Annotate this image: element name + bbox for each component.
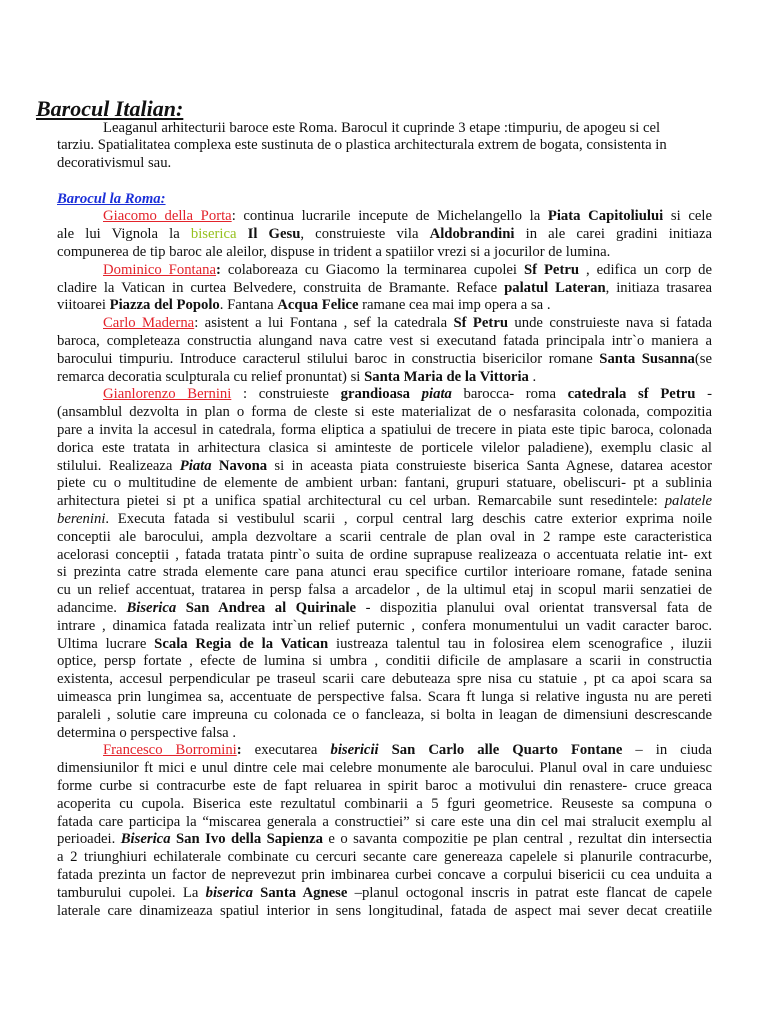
plain-text: –planul octogonal inscris in patrat este flancat de capele — [347, 884, 712, 901]
text-line — [57, 422, 712, 440]
plain-text: remarca decoratia sculpturala cu relief pronuntat) si — [57, 368, 365, 385]
bold-term: : — [236, 742, 242, 759]
plain-text: optice, persp fortate , efecte de lumina si umbra , conditii dificile de amplasare a scarii in constructia — [57, 653, 712, 670]
bold-term: Sf Petru — [523, 261, 580, 278]
bold-term: Scala Regia de la Vatican — [154, 635, 329, 652]
plain-text: – in ciuda — [622, 742, 712, 759]
plain-text: ale lui Vignola la — [57, 226, 191, 243]
plain-text: pare a invita la accesul in catedrala, forma eliptica a spatiului de trecere in piata este tipic baroca, colonada — [57, 422, 712, 439]
architect-entry — [57, 742, 712, 920]
plain-text: adancime. — [57, 600, 127, 617]
plain-text: acelorasi conceptii , fatada tratata pintr`o suita de ordine suprapuse realizeaza o accentuata relatie int- ext — [57, 546, 712, 563]
section-heading-line — [57, 191, 712, 209]
bold-term: Santa Agnese — [252, 884, 348, 901]
plain-text: arhitectura pietei si pt a unifica spatial architectural cu cel urban. Remarcabile sunt resedintele: — [57, 493, 665, 510]
text-line — [57, 315, 712, 333]
plain-text: determina o perspective falsa . — [57, 724, 237, 741]
bold-term: San Carlo alle Quarto Fontane — [378, 742, 623, 759]
bold-term: palatul Lateran — [504, 279, 606, 296]
plain-text: laterale care dinamizeaza spatiul interior in sens longitudinal, fatada de aspect mai sever decat creatiile — [57, 902, 712, 919]
bold-term: San Ivo della Sapienza — [170, 831, 323, 848]
plain-text: compunerea de tip baroc ale aleilor, dispuse in trident a spatiilor vrezi si a jocurilor de lumina. — [57, 244, 611, 261]
bold-term: Il Gesu — [236, 226, 301, 243]
plain-text: cu un relief accentuat, tratarea in persp falsa a arcadelor , de la ultimul etaj in scopul marii senzatiei de — [57, 582, 712, 599]
bold-term: San Andrea al Quirinale — [176, 600, 357, 617]
plain-text: a 2 triunghiuri echilaterale combinate cu cercuri secante care genereaza capelele si planurile contracurbe, — [57, 849, 712, 866]
plain-text: colaboreaza cu Giacomo la terminarea cupolei — [220, 261, 524, 278]
text-line — [57, 778, 712, 796]
plain-text: stilului. Realizeaza — [57, 457, 180, 474]
text-line — [57, 742, 712, 760]
plain-text: acoperita cu cupola. Biserica este rezultatul combinarii a 5 fguri geometrice. Reuseste sa compuna o — [57, 795, 712, 812]
text-line — [57, 885, 712, 903]
plain-text: , edifica un corp de — [579, 261, 713, 278]
bold-term: Aldobrandini — [429, 226, 515, 243]
text-line — [57, 280, 712, 298]
plain-text: baroca, completeaza constructia alungand nava catre vest si executand fatada principala intr`o maniera a — [57, 333, 712, 350]
text-line — [57, 600, 712, 618]
plain-text: , construieste vila — [300, 226, 430, 243]
plain-text: , initiaza trasarea — [605, 279, 712, 296]
plain-text: si in aceasta piata construieste biserica Santa Agnese, datarea acestor — [267, 457, 713, 474]
text-line — [57, 725, 712, 743]
bold-italic-term: piata — [421, 386, 452, 403]
text-line — [57, 297, 712, 315]
plain-text: : asistent a lui Fontana , sef la catedrala — [194, 315, 454, 332]
plain-text: existenta, accesul perpendicular pe traseul scarii care debuteaza spre nisa cu statuie , pt ca apoi scara sa — [57, 671, 712, 688]
plain-text: decorativismul sau. — [57, 155, 172, 172]
plain-text: - — [695, 386, 712, 403]
plain-text: intrare , dinamica fatada realizata intr`un relief puternic , confera monumentului un vadit caracter baroc. — [57, 617, 712, 634]
text-line — [57, 226, 712, 244]
bold-term: Piata Capitoliului — [547, 208, 664, 225]
intro-paragraph — [57, 120, 712, 173]
plain-text: perioadei. — [57, 831, 121, 848]
plain-text: . Fantana — [219, 297, 278, 314]
text-line — [57, 369, 712, 387]
text-line — [57, 653, 712, 671]
text-line — [57, 404, 712, 422]
architect-entry — [57, 386, 712, 742]
bold-term: catedrala sf Petru — [567, 386, 696, 403]
plain-text: dimensiunilor ft mici e unul dintre cele mai celebre monumente ale barocului. Planul oval in care unduiesc — [57, 760, 712, 777]
text-line — [57, 689, 712, 707]
bold-term: Santa Susanna — [599, 350, 695, 367]
text-line — [57, 333, 712, 351]
plain-text: . — [528, 368, 537, 385]
text-line — [57, 262, 712, 280]
architect-name: Carlo Maderna — [103, 315, 195, 332]
plain-text: . Executa fatada si vestibulul scarii , corpul central larg deschis catre exterior exprima noile — [105, 511, 712, 528]
bold-term: Navona — [211, 457, 268, 474]
plain-text: executarea — [241, 742, 331, 759]
plain-text: si cele — [663, 208, 712, 225]
italic-term: berenini — [57, 511, 106, 528]
text-line — [57, 529, 712, 547]
bold-italic-term: Piata — [179, 457, 212, 474]
document-title: Barocul Italian: — [36, 96, 184, 121]
document-body — [57, 120, 712, 921]
text-line — [57, 547, 712, 565]
text-line — [57, 120, 712, 138]
plain-text: e o savanta compozitie pe plan central , rezultat din intersectia — [322, 831, 712, 848]
architect-entry — [57, 262, 712, 315]
bold-italic-term: Biserica — [126, 600, 177, 617]
text-line — [57, 849, 712, 867]
text-line — [57, 458, 712, 476]
bold-term: Santa Maria de la Vittoria — [364, 368, 529, 385]
text-line — [57, 618, 712, 636]
architect-name: Giacomo della Porta — [103, 208, 232, 225]
plain-text: si prezinta catre strada elemente care pana atunci erau specifice curtilor interioare romane, fatade senina — [57, 564, 712, 581]
plain-text: paraleli , solutie care impreuna cu colonada ce o fancleaza, si bolta in leagan de dimensiuni descrescande — [57, 706, 712, 723]
text-line — [57, 493, 712, 511]
text-line — [57, 440, 712, 458]
italic-term: palatele — [664, 493, 712, 510]
architect-name: Gianlorenzo Bernini — [103, 386, 232, 403]
plain-text: (se — [694, 350, 712, 367]
architect-entry — [57, 208, 712, 261]
bold-term: : — [216, 261, 221, 278]
plain-text: Leaganul arhitecturii baroce este Roma. Barocul it cuprinde 3 etape :timpuriu, de apogeu si cel — [103, 119, 661, 136]
architect-entries — [57, 208, 712, 920]
plain-text: Ultima lucrare — [57, 635, 155, 652]
text-line — [57, 831, 712, 849]
plain-text: (ansamblul dezvolta in plan o forma de cleste si este materializat de o nesfarasita colonada, compozitia — [57, 404, 712, 421]
plain-text: dorica este tratata in arhitectura clasica si aminteste de porticele vilelor paladiene), exemplu clasic al — [57, 439, 712, 456]
plain-text: : construieste — [231, 386, 341, 403]
text-line — [57, 208, 712, 226]
plain-text: ramane cea mai imp opera a sa . — [358, 297, 551, 314]
bold-term: Acqua Felice — [277, 297, 359, 314]
text-line — [57, 707, 712, 725]
text-line — [57, 155, 712, 173]
plain-text: uimeasca prin lungimea sa, accentuate de perspective falsa. Scara ft lunga si relative ingusta nu are pereti — [57, 689, 712, 705]
text-line — [57, 351, 712, 369]
bold-italic-term: Biserica — [120, 831, 171, 848]
text-line — [57, 475, 712, 493]
plain-text: - dispozitia planului oval orientat transversal fata de — [356, 600, 712, 617]
bold-term: Piazza del Popolo — [109, 297, 220, 314]
plain-text: barocului timpuriu. Introduce caracterul stilului baroc in constructia bisericilor romane — [57, 350, 600, 367]
bold-italic-term: biserica — [205, 884, 253, 901]
blank-line — [57, 173, 712, 191]
text-line — [57, 636, 712, 654]
architect-entry — [57, 315, 712, 386]
text-line — [57, 814, 712, 832]
plain-text: tamburului cupolei. La — [57, 884, 206, 901]
plain-text: in ale carei gradini initiaza — [514, 226, 712, 243]
text-line — [57, 582, 712, 600]
bold-italic-term: bisericii — [330, 742, 379, 759]
text-line — [57, 796, 712, 814]
bold-term: Sf Petru — [453, 315, 509, 332]
section-heading: Barocul la Roma: — [57, 190, 166, 207]
text-line — [57, 244, 712, 262]
text-line — [57, 903, 712, 921]
plain-text: forme curbe si contracurbe este de fapt reluarea in spirit baroc a motivului din renastere- cruce greaca — [57, 777, 712, 794]
plain-text: fatada prezinta un factor de neprevezut prin imbinarea curbei concave a corpului bisericii cu cea unduita a — [57, 866, 712, 883]
text-line — [57, 137, 712, 155]
plain-text: unde construieste nava si fatada — [508, 315, 713, 332]
text-line — [57, 867, 712, 885]
highlighted-term: biserica — [190, 226, 237, 243]
plain-text: cladire la Vatican in curtea Belvedere, construita de Bramante. Reface — [57, 279, 505, 296]
plain-text: iustreaza talentul tau in folosirea elem scenografice , iluzii — [328, 635, 712, 652]
plain-text: : continua lucrarile incepute de Michelangello la — [231, 208, 548, 225]
plain-text: piete cu o multitudine de elemente de ambient urban: fantani, grupuri statuare, obeliscuri- pt a sublinia — [57, 475, 712, 492]
architect-name: Francesco Borromini — [103, 742, 237, 759]
text-line — [57, 386, 712, 404]
bold-term: grandioasa — [340, 386, 422, 403]
plain-text: fatada care participa la “miscarea generala a constructiei” si care este una din cel mai stralucit exemplu al — [57, 813, 712, 830]
plain-text: viitoarei — [57, 297, 110, 314]
architect-name: Dominico Fontana — [103, 261, 217, 278]
plain-text: barocca- roma — [451, 386, 568, 403]
text-line — [57, 671, 712, 689]
text-line — [57, 564, 712, 582]
plain-text: tarziu. Spatialitatea complexa este sustinuta de o plastica architecturala extrem de bogata, consistenta in — [57, 137, 667, 154]
plain-text: conceptii ale barocului, ampla dezvoltare a scarii centrale de plan oval in 2 rampe este caracteristica — [57, 528, 712, 545]
text-line — [57, 511, 712, 529]
text-line — [57, 760, 712, 778]
